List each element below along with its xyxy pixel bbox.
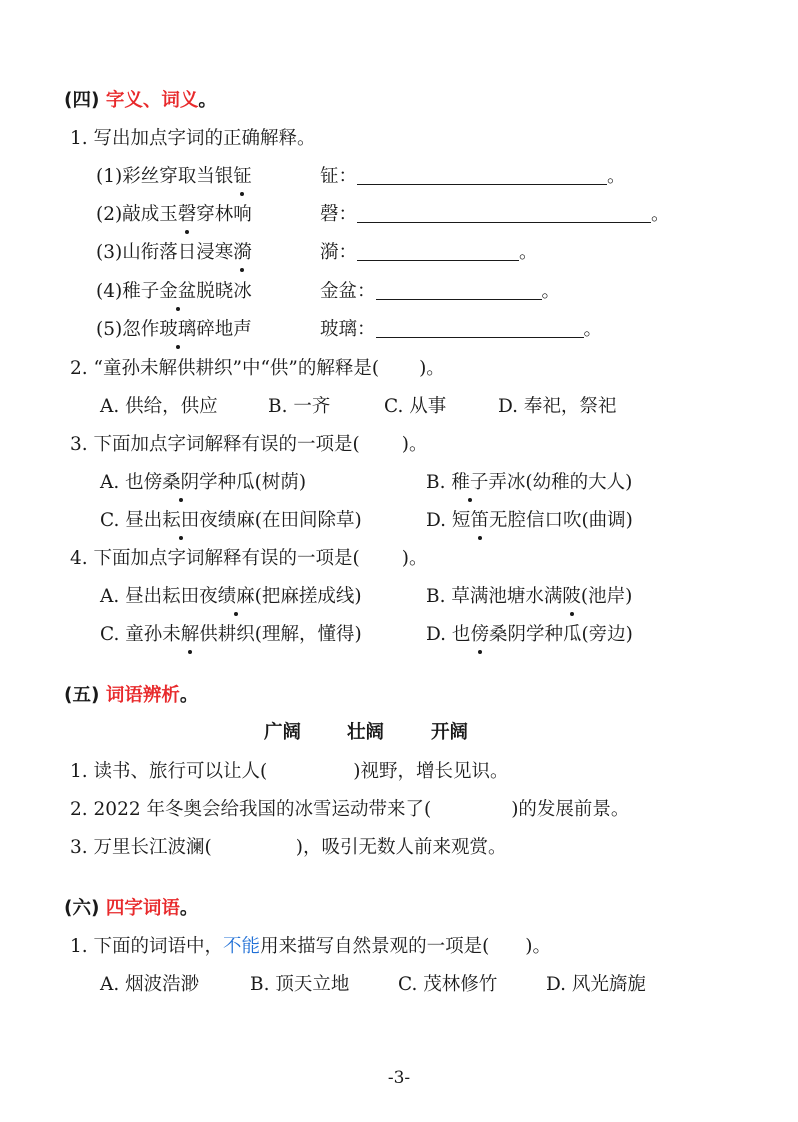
section-6-heading: (六) 四字词语。 [64, 898, 199, 919]
s5-q2: 2. 2022 年冬奥会给我国的冰雪运动带来了( )的发展前景。 [70, 799, 630, 820]
section-4-title: 字义、词义 [105, 90, 199, 111]
s6-q1-option-d: D. 风光旖旎 [546, 974, 646, 995]
s4-q1-item-4: (4)稚子金盆脱晓冰 [96, 279, 252, 305]
word-bank-2: 壮阔 [347, 722, 385, 743]
page-number: -3- [387, 1068, 411, 1088]
s4-q4-option-d: D. 也傍桑阴学种瓜(旁边) [426, 622, 633, 648]
s4-q1-answer-1: 钲： 。 [320, 166, 626, 187]
s4-q4-option-a: A. 昼出耘田夜绩麻(把麻搓成线) [100, 584, 362, 610]
s4-q3-option-b: B. 稚子弄冰(幼稚的大人) [426, 470, 632, 496]
s6-q1-stem: 1. 下面的词语中，不能用来描写自然景观的一项是( )。 [70, 936, 551, 957]
s5-q1: 1. 读书、旅行可以让人( )视野，增长见识。 [70, 761, 509, 782]
s4-q1-item-2: (2)敲成玉磬穿林响 [96, 202, 252, 228]
s4-q2-option-a: A. 供给，供应 [100, 396, 218, 417]
s4-q1-answer-3: 漪： 。 [320, 242, 538, 263]
s4-q1-answer-2: 磬： 。 [320, 204, 670, 225]
s4-q2-stem: 2. “童孙未解供耕织”中“供”的解释是( )。 [70, 358, 445, 379]
word-bank-3: 开阔 [431, 722, 469, 743]
s4-q2-option-b: B. 一齐 [268, 396, 331, 417]
s4-q3-stem: 3. 下面加点字词解释有误的一项是( )。 [70, 434, 428, 455]
section-6-number: (六) [64, 898, 100, 919]
s4-q2-option-c: C. 从事 [384, 396, 447, 417]
s4-q3-option-c: C. 昼出耘田夜绩麻(在田间除草) [100, 508, 362, 534]
s4-q1-stem: 1. 写出加点字词的正确解释。 [70, 128, 316, 149]
section-5-title: 词语辨析 [105, 685, 180, 706]
s6-q1-option-c: C. 茂林修竹 [398, 974, 498, 995]
word-bank-1: 广阔 [264, 722, 302, 743]
s4-q1-answer-5: 玻璃： 。 [320, 319, 603, 340]
s4-q4-option-b: B. 草满池塘水满陂(池岸) [426, 584, 632, 610]
s4-q3-option-d: D. 短笛无腔信口吹(曲调) [426, 508, 633, 534]
answer-blank-5[interactable] [376, 317, 584, 338]
answer-blank-2[interactable] [357, 202, 651, 223]
answer-blank-1[interactable] [357, 164, 607, 185]
s4-q1-item-5: (5)忽作玻璃碎地声 [96, 317, 252, 343]
section-6-title: 四字词语 [105, 898, 180, 919]
s4-q1-answer-4: 金盆： 。 [320, 281, 561, 302]
s4-q4-option-c: C. 童孙未解供耕织(理解，懂得) [100, 622, 362, 648]
s4-q3-option-a: A. 也傍桑阴学种瓜(树荫) [100, 470, 306, 496]
answer-blank-3[interactable] [357, 240, 519, 261]
section-5-heading: (五) 词语辨析。 [64, 685, 199, 706]
section-5-number: (五) [64, 685, 100, 706]
s4-q2-option-d: D. 奉祀，祭祀 [498, 396, 617, 417]
s6-q1-option-b: B. 顶天立地 [250, 974, 350, 995]
s6-q1-option-a: A. 烟波浩渺 [100, 974, 200, 995]
s4-q1-item-3: (3)山衔落日浸寒漪 [96, 240, 252, 266]
emphasis-text: 不能 [223, 936, 261, 957]
section-4-heading: (四) 字义、词义。 [64, 90, 217, 111]
s4-q4-stem: 4. 下面加点字词解释有误的一项是( )。 [70, 548, 428, 569]
answer-blank-4[interactable] [376, 279, 542, 300]
s4-q1-item-1: (1)彩丝穿取当银钲 [96, 164, 252, 190]
s5-q3: 3. 万里长江波澜( )，吸引无数人前来观赏。 [70, 837, 507, 858]
section-4-number: (四) [64, 90, 100, 111]
